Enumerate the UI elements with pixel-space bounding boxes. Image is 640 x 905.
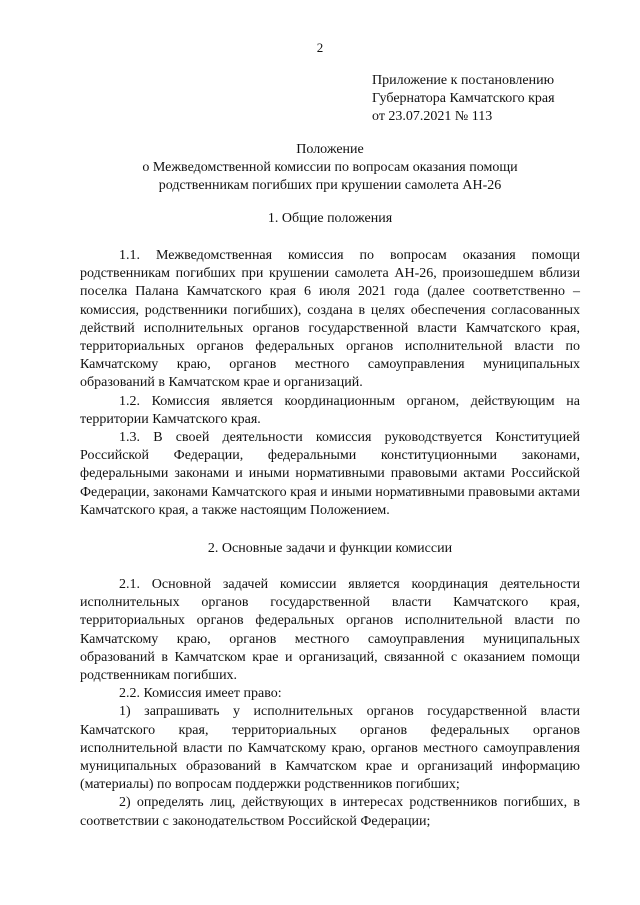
appendix-line: от 23.07.2021 № 113 bbox=[372, 109, 493, 124]
appendix-line: Губернатора Камчатского края bbox=[372, 91, 555, 106]
list-item-1: 1) запрашивать у исполнительных органов государственной власти Камчатского края, территориальных органов федеральных органов исполнительной власти по Камчатскому краю, органов местного самоуправления муниципальных образований в Камчатском крае и организаций информацию (материалы) по вопросам поддержки родственников погибших; bbox=[80, 704, 580, 793]
section-1-body bbox=[80, 247, 580, 520]
title-line: Положение bbox=[296, 142, 364, 157]
section-1-heading: 1. Общие положения bbox=[267, 211, 393, 226]
paragraph-2-1: 2.1. Основной задачей комиссии является координация деятельности исполнительных органов государственной власти Камчатского края, территориальных органов федеральных органов исполнительной власти по Камчатскому краю, органов местного самоуправления муниципальных образований в Камчатском крае и организаций, связанной с оказанием помощи родственникам погибших. bbox=[80, 577, 580, 684]
paragraph-1-3: 1.3. В своей деятельности комиссия руководствуется Конституцией Российской Федерации, федеральными конституционными законами, федеральными законами и иными нормативными правовыми актами Российской Федерации, законами Камчатского края и иными нормативными правовыми актами Камчатского края, а также настоящим Положением. bbox=[80, 430, 580, 518]
paragraph-1-1: 1.1. Межведомственная комиссия по вопросам оказания помощи родственникам погибших при крушении самолета АН-26, произошедшем вблизи поселка Палана Камчатского края 6 июля 2021 года (далее соответственно – комиссия, родственники погибших), создана в целях обеспечения согласованных действий исполнительных органов государственной власти Камчатского края, территориальных органов федеральных органов исполнительной власти по Камчатскому краю, органов местного самоуправления муниципальных образований в Камчатском крае и организаций. bbox=[80, 248, 580, 391]
title-line: о Межведомственной комиссии по вопросам оказания помощи bbox=[142, 160, 518, 175]
paragraph-2-2: 2.2. Комиссия имеет право: bbox=[119, 686, 282, 702]
title-line: родственникам погибших при крушении самолета АН-26 bbox=[158, 178, 502, 193]
appendix-line: Приложение к постановлению bbox=[372, 73, 555, 88]
document-title bbox=[80, 141, 580, 195]
paragraph-1-2: 1.2. Комиссия является координационным органом, действующим на территории Камчатского края. bbox=[80, 393, 580, 427]
appendix-reference bbox=[372, 72, 612, 126]
list-item-2: 2) определять лиц, действующих в интересах родственников погибших, в соответствии с законодательством Российской Федерации; bbox=[80, 795, 580, 829]
section-2-heading: 2. Основные задачи и функции комиссии bbox=[207, 541, 453, 556]
section-2-body bbox=[80, 576, 580, 831]
page-number: 2 bbox=[316, 40, 324, 55]
